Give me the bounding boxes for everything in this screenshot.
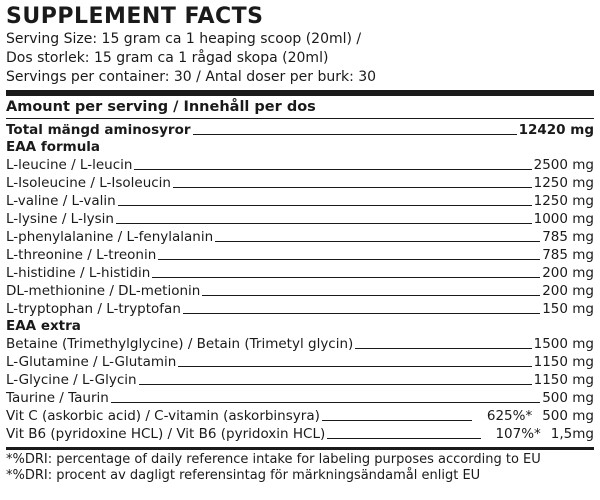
ingredient-row (6, 335, 594, 353)
ingredient-row (6, 389, 594, 407)
ingredient-row (6, 246, 594, 264)
vitamin-amount: 500 mg (542, 408, 594, 424)
ingredient-row (6, 174, 594, 192)
amount-per-serving-header: Amount per serving / Innehåll per dos (6, 99, 316, 115)
ingredient-name: L-valine / L-valin (6, 193, 116, 209)
ingredient-amount: 1150 mg (533, 354, 594, 370)
thick-divider (6, 90, 594, 96)
ingredient-amount: 1250 mg (533, 175, 594, 191)
vitamin-row (6, 425, 594, 443)
dotted-leader (322, 420, 472, 421)
ingredient-amount: 150 mg (542, 301, 594, 317)
ingredient-row (6, 156, 594, 174)
dotted-leader (178, 366, 531, 367)
total-amino-acids-row (6, 121, 594, 139)
serving-size-line: Serving Size: 15 gram ca 1 heaping scoop (20ml) / (6, 31, 362, 47)
dotted-leader (116, 223, 532, 224)
ingredient-name: L-tryptophan / L-tryptofan (6, 301, 181, 317)
ingredient-amount: 1150 mg (533, 372, 594, 388)
ingredient-row (6, 353, 594, 371)
nutrient-name: Total mängd aminosyror (6, 122, 191, 138)
ingredient-sections (6, 139, 594, 407)
ingredient-row (6, 371, 594, 389)
vitamin-amount: 1,5mg (550, 426, 594, 442)
ingredient-amount: 200 mg (542, 283, 594, 299)
dotted-leader (111, 402, 540, 403)
dri-percent: 625%* (486, 408, 533, 424)
ingredient-amount: 200 mg (542, 265, 594, 281)
dotted-leader (134, 169, 531, 170)
ingredient-amount: 1500 mg (533, 336, 594, 352)
panel-title: SUPPLEMENT FACTS (6, 4, 264, 29)
section-title: EAA formula (6, 139, 101, 155)
dotted-leader (118, 205, 532, 206)
ingredient-row (6, 264, 594, 282)
ingredient-name: L-histidine / L-histidin (6, 265, 151, 281)
ingredient-name: L-leucine / L-leucin (6, 157, 133, 173)
section-title: EAA extra (6, 318, 81, 334)
footnote-sv: *%DRI: procent av dagligt referensintag för märkningsändamål enligt EU (6, 468, 481, 483)
dotted-leader (183, 313, 540, 314)
vitamin-name: Vit C (askorbic acid) / C-vitamin (askorbinsyra) (6, 408, 320, 424)
ingredient-name: DL-methionine / DL-metionin (6, 283, 201, 299)
ingredient-name: L-Isoleucine / L-Isoleucin (6, 175, 171, 191)
ingredient-row (6, 192, 594, 210)
dotted-leader (193, 134, 517, 135)
footer-divider (6, 447, 594, 450)
ingredient-row (6, 282, 594, 300)
ingredient-amount: 1250 mg (533, 193, 594, 209)
ingredient-name: L-threonine / L-treonin (6, 247, 157, 263)
dri-percent: 107%* (495, 426, 541, 442)
thin-divider (6, 118, 594, 119)
ingredient-name: Betaine (Trimethylglycine) / Betain (Trimetyl glycin) (6, 336, 354, 352)
ingredient-row (6, 300, 594, 318)
vitamin-rows (6, 407, 594, 443)
ingredient-row (6, 228, 594, 246)
ingredient-amount: 785 mg (542, 229, 594, 245)
dotted-leader (139, 384, 532, 385)
dotted-leader (158, 259, 540, 260)
vitamin-name: Vit B6 (pyridoxine HCL) / Vit B6 (pyridoxin HCL) (6, 426, 326, 442)
dotted-leader (327, 438, 481, 439)
dotted-leader (202, 295, 540, 296)
ingredient-name: L-Glycine / L-Glycin (6, 372, 137, 388)
ingredient-name: L-lysine / L-lysin (6, 211, 114, 227)
dotted-leader (173, 187, 532, 188)
ingredient-row (6, 210, 594, 228)
ingredient-name: L-phenylalanine / L-fenylalanin (6, 229, 214, 245)
nutrient-amount: 12420 mg (518, 122, 594, 138)
ingredient-amount: 785 mg (542, 247, 594, 263)
ingredient-amount: 2500 mg (533, 157, 594, 173)
footnote-en: *%DRI: percentage of daily reference intake for labeling purposes according to EU (6, 452, 541, 467)
servings-per-container: Servings per container: 30 / Antal doser per burk: 30 (6, 69, 377, 85)
ingredient-amount: 500 mg (542, 390, 594, 406)
ingredient-amount: 1000 mg (533, 211, 594, 227)
dotted-leader (215, 241, 540, 242)
ingredient-name: Taurine / Taurin (6, 390, 109, 406)
dotted-leader (152, 277, 540, 278)
serving-size-line-sv: Dos storlek: 15 gram ca 1 rågad skopa (20ml) (6, 50, 329, 66)
vitamin-row (6, 407, 594, 425)
dotted-leader (355, 348, 531, 349)
ingredient-name: L-Glutamine / L-Glutamin (6, 354, 177, 370)
